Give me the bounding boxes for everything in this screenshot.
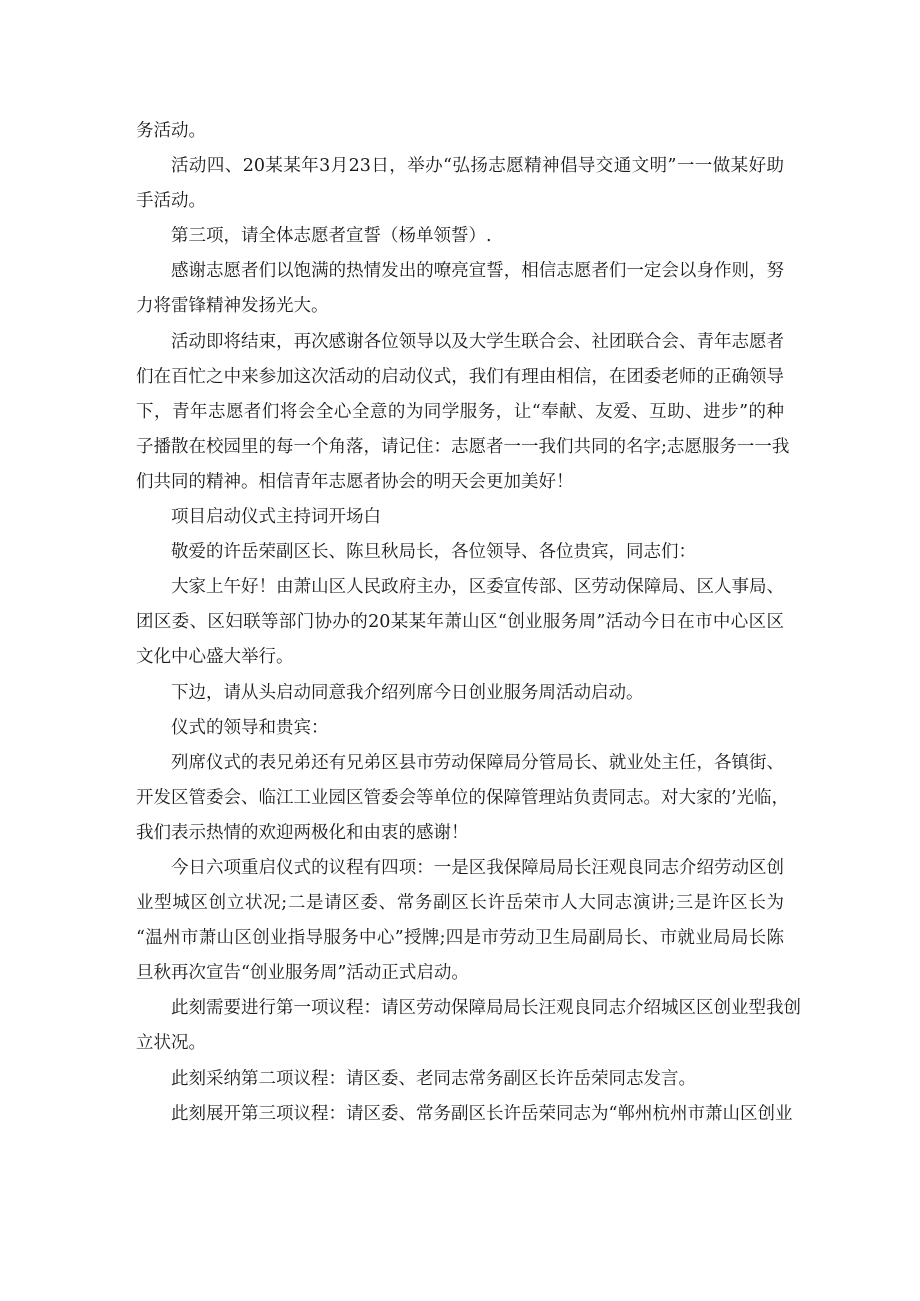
text-line: 项目启动仪式主持词开场白 (171, 507, 381, 528)
text-line: “温州市萧山区创业指导服务中心”授牌;四是市劳动卫生局副局长、市就业局局长陈 (136, 928, 784, 949)
paragraph (136, 851, 784, 991)
text-line: 业型城区创立状况;二是请区委、常务副区长许岳荣市人大同志演讲;三是许区长为 (136, 893, 784, 914)
text-line: 感谢志愿者们以饱满的热情发出的嘹亮宣誓，相信志愿者们一定会以身作则，努 (171, 261, 784, 282)
text-line: 们共同的精神。相信青年志愿者协会的明天会更加美好！ (136, 471, 574, 492)
text-line: 第三项，请全体志愿者宣誓（杨单领誓）. (171, 226, 492, 247)
paragraph (136, 570, 784, 675)
paragraph (136, 325, 790, 500)
text-line: 子播散在校园里的每一个角落，请记住：志愿者一一我们共同的名字;志愿服务一一我 (136, 436, 790, 457)
text-line: 此刻需要进行第一项议程：请区劳动保障局局长汪观良同志介绍城区区创业型我创 (171, 998, 801, 1019)
text-line: 文化中心盛大举行。 (136, 647, 294, 668)
paragraph (136, 149, 784, 219)
text-line: 团区委、区妇联等部门协办的20某某年萧山区“创业服务周”活动今日在市中心区区 (136, 612, 784, 633)
text-line: 此刻展开第三项议程：请区委、常务副区长许岳荣同志为“郸州杭州市萧山区创业 (171, 1103, 793, 1124)
text-line: 们在百忙之中来参加这次活动的启动仪式，我们有理由相信，在团委老师的正确领导 (136, 366, 784, 387)
document-body (136, 114, 801, 1132)
paragraph (136, 1097, 793, 1132)
paragraph (136, 746, 790, 851)
paragraph (136, 219, 784, 254)
text-line: 立状况。 (136, 1033, 206, 1054)
text-line: 大家上午好！由萧山区人民政府主办，区委宣传部、区劳动保障局、区人事局、 (171, 577, 784, 598)
paragraph (136, 500, 784, 535)
paragraph (136, 114, 784, 149)
text-line: 活动四、20某某年3月23日，举办“弘扬志愿精神倡导交通文明”一一做某好助 (171, 156, 784, 177)
text-line: 务活动。 (136, 121, 206, 141)
paragraph (136, 711, 784, 746)
paragraph (136, 254, 784, 324)
text-line: 开发区管委会、临江工业园区管委会等单位的保障管理站负责同志。对大家的’光临， (136, 787, 790, 808)
text-line: 下边，请从头启动同意我介绍列席今日创业服务周活动启动。 (171, 682, 644, 703)
text-line: 列席仪式的表兄弟还有兄弟区县市劳动保障局分管局长、就业处主任，各镇街、 (171, 752, 784, 773)
text-line: 活动即将结束，再次感谢各位领导以及大学生联合会、社团联合会、青年志愿者 (171, 331, 784, 352)
text-line: 手活动。 (136, 191, 206, 212)
text-line: 仪式的领导和贵宾： (171, 717, 329, 738)
text-line: 此刻采纳第二项议程：请区委、老同志常务副区长许岳荣同志发言。 (171, 1068, 696, 1089)
paragraph (136, 991, 801, 1061)
text-line: 下，青年志愿者们将会全心全意的为同学服务，让“奉献、友爱、互助、进步”的种 (136, 401, 784, 422)
text-line: 今日六项重启仪式的议程有四项：一是区我保障局局长汪观良同志介绍劳动区创 (171, 857, 784, 878)
text-line: 力将雷锋精神发扬光大。 (136, 296, 329, 317)
paragraph (136, 535, 784, 570)
paragraph (136, 676, 784, 711)
paragraph (136, 1062, 784, 1097)
text-line: 敬爱的许岳荣副区长、陈旦秋局长，各位领导、各位贵宾，同志们： (171, 542, 696, 563)
text-line: 旦秋再次宣告“创业服务周”活动正式启动。 (136, 963, 469, 984)
text-line: 我们表示热情的欢迎两极化和由衷的感谢！ (136, 822, 469, 843)
